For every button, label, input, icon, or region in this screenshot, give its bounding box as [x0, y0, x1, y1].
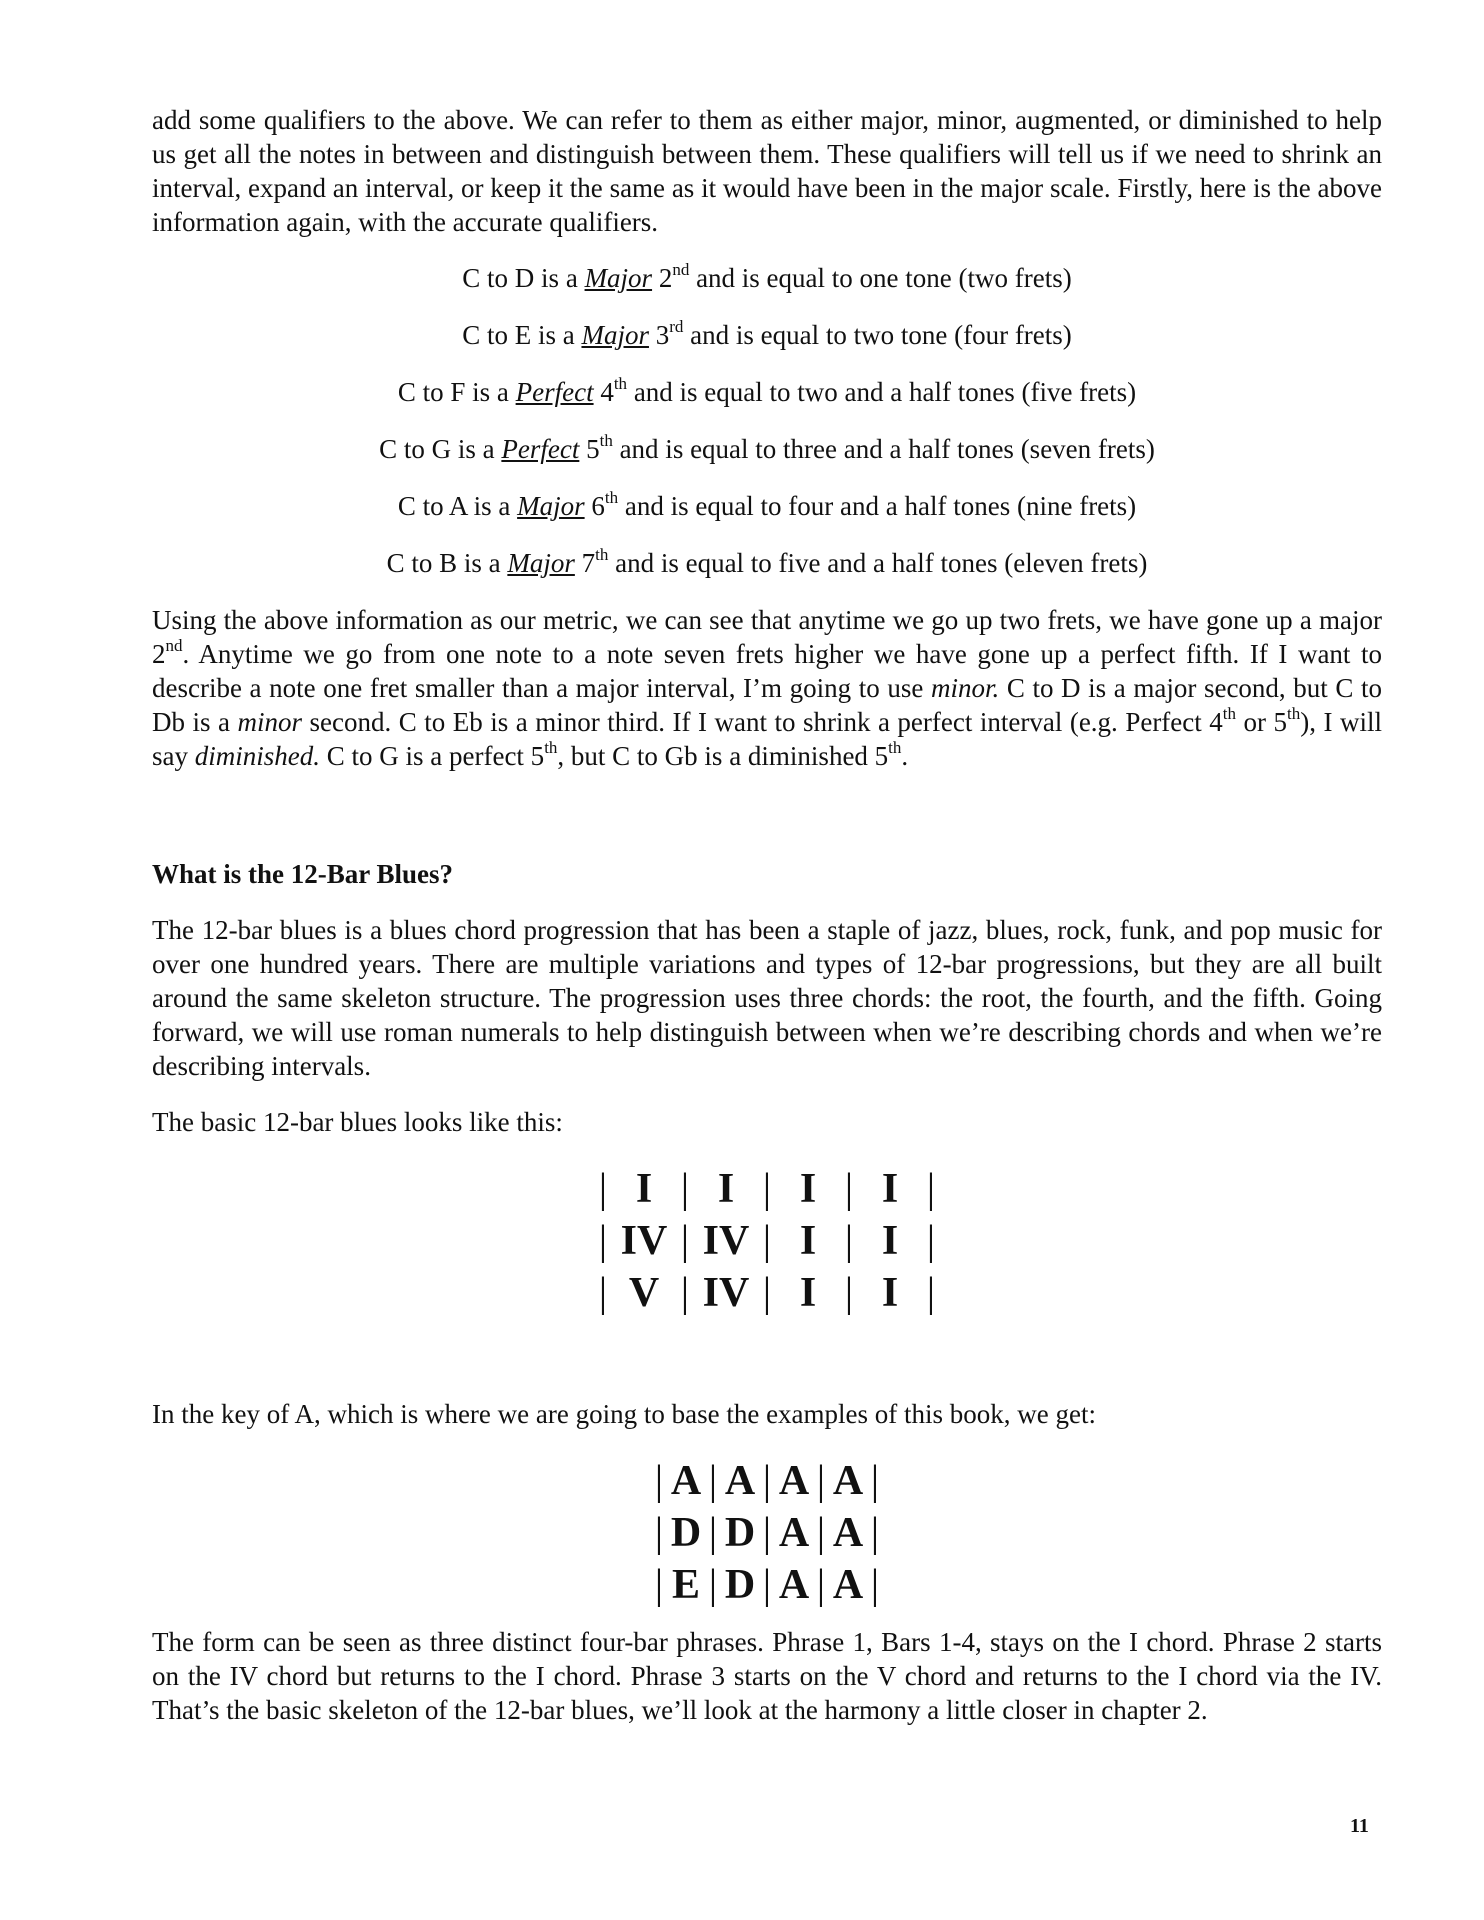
chord-cell: A: [724, 1458, 756, 1504]
bar-line: |: [762, 1458, 772, 1504]
blues-paragraph: The 12-bar blues is a blues chord progression that has been a staple of jazz, blues, rock, funk, and pop music for over one hundred years. There are multiple variations and types of 12-bar progressions, but they are all built around the same skeleton structure. The progression uses three chords: the root, the fourth, and the fifth. Going forward, we will use roman numerals to help distinguish between when we’re describing chords and when we’re describing intervals.: [152, 915, 1382, 1081]
bar-line: |: [708, 1458, 718, 1504]
chord-cell: I: [717, 1166, 735, 1212]
bar-line: |: [844, 1270, 854, 1316]
progression-row: [591, 1267, 943, 1319]
bar-line: |: [654, 1510, 664, 1556]
interval-qualifier: Major: [581, 320, 649, 350]
chord-cell: I: [799, 1218, 817, 1264]
chord-cell: IV: [620, 1218, 668, 1264]
interval-line: C to G is a Perfect 5th and is equal to three and a half tones (seven frets): [379, 431, 1155, 464]
bar-line: |: [816, 1458, 826, 1504]
progression-row: [591, 1215, 943, 1267]
bar-line: |: [708, 1562, 718, 1608]
bar-line: |: [680, 1166, 690, 1212]
bar-line: |: [844, 1218, 854, 1264]
page-content: [152, 103, 1382, 1727]
chord-cell: A: [670, 1458, 702, 1504]
bar-line: |: [598, 1218, 608, 1264]
interval-qualifier: Major: [507, 548, 575, 578]
chord-cell: D: [670, 1510, 702, 1556]
bar-line: |: [926, 1270, 936, 1316]
interval-line: C to B is a Major 7th and is equal to five and a half tones (eleven frets): [386, 545, 1148, 578]
chord-cell: A: [778, 1562, 810, 1608]
bar-line: |: [870, 1510, 880, 1556]
bar-line: |: [708, 1510, 718, 1556]
chord-cell: D: [724, 1562, 756, 1608]
bar-line: |: [816, 1510, 826, 1556]
interval-line: C to D is a Major 2nd and is equal to one tone (two frets): [462, 260, 1072, 293]
bar-line: |: [762, 1510, 772, 1556]
chord-cell: A: [778, 1510, 810, 1556]
key-intro: In the key of A, which is where we are going to base the examples of this book, we get:: [152, 1399, 1096, 1429]
chord-cell: I: [799, 1166, 817, 1212]
interval-list: [152, 261, 1382, 580]
interval-line: C to A is a Major 6th and is equal to four and a half tones (nine frets): [397, 488, 1137, 521]
bar-line: |: [762, 1166, 772, 1212]
key-of-a-progression: [152, 1455, 1382, 1611]
chord-cell: I: [881, 1166, 899, 1212]
bar-line: |: [680, 1270, 690, 1316]
chord-cell: I: [635, 1166, 653, 1212]
chord-cell: I: [799, 1270, 817, 1316]
bar-line: |: [926, 1218, 936, 1264]
bar-line: |: [598, 1270, 608, 1316]
roman-progression: [152, 1163, 1382, 1319]
bar-line: |: [870, 1562, 880, 1608]
chord-cell: IV: [702, 1218, 750, 1264]
interval-line: C to E is a Major 3rd and is equal to two tone (four frets): [462, 317, 1072, 350]
chord-cell: I: [881, 1270, 899, 1316]
bar-line: |: [598, 1166, 608, 1212]
progression-row: [650, 1507, 884, 1559]
progression-row: [591, 1163, 943, 1215]
interval-qualifier: Perfect: [501, 434, 580, 464]
chord-cell: A: [832, 1510, 864, 1556]
interval-line: C to F is a Perfect 4th and is equal to two and a half tones (five frets): [397, 374, 1137, 407]
bar-line: |: [680, 1218, 690, 1264]
chord-cell: IV: [702, 1270, 750, 1316]
bar-line: |: [762, 1562, 772, 1608]
basic-intro: The basic 12-bar blues looks like this:: [152, 1107, 563, 1137]
metric-paragraph: Using the above information as our metric, we can see that anytime we go up two frets, we have gone up a major 2nd. Anytime we go from one note to a note seven frets higher we have gone up a perfect fifth. If I want to describe a note one fret smaller than a major interval, I’m going to use minor. C to D is a major second, but C to Db is a minor second. C to Eb is a minor third. If I want to shrink a perfect interval (e.g. Perfect 4th or 5th), I will say diminished. C to G is a perfect 5th, but C to Gb is a diminished 5th.: [152, 605, 1383, 771]
roman-progression-table: [591, 1163, 943, 1319]
interval-qualifier: Major: [584, 263, 653, 293]
bar-line: |: [762, 1270, 772, 1316]
bar-line: |: [654, 1458, 664, 1504]
bar-line: |: [654, 1562, 664, 1608]
intro-paragraph: add some qualifiers to the above. We can refer to them as either major, minor, augmented, or diminished to help us get all the notes in between and distinguish between them. These qualifiers will tell us if we need to shrink an interval, expand an interval, or keep it the same as it would have been in the major scale. Firstly, here is the above information again, with the accurate qualifiers.: [152, 105, 1382, 237]
key-progression-table: [650, 1455, 884, 1611]
chord-cell: D: [724, 1510, 756, 1556]
chord-cell: V: [628, 1270, 660, 1316]
chord-cell: E: [671, 1562, 700, 1608]
bar-line: |: [762, 1218, 772, 1264]
progression-row: [650, 1559, 884, 1611]
bar-line: |: [870, 1458, 880, 1504]
progression-row: [650, 1455, 884, 1507]
section-heading: What is the 12-Bar Blues?: [152, 859, 454, 889]
bar-line: |: [926, 1166, 936, 1212]
chord-cell: A: [778, 1458, 810, 1504]
bar-line: |: [816, 1562, 826, 1608]
interval-qualifier: Perfect: [515, 377, 594, 407]
bar-line: |: [844, 1166, 854, 1212]
form-paragraph: The form can be seen as three distinct four-bar phrases. Phrase 1, Bars 1-4, stays on the I chord. Phrase 2 starts on the IV chord but returns to the I chord. Phrase 3 starts on the V chord and returns to the I chord via the IV. That’s the basic skeleton of the 12-bar blues, we’ll look at the harmony a little closer in chapter 2.: [152, 1627, 1382, 1725]
chord-cell: A: [832, 1562, 864, 1608]
page-number: 11: [1350, 1815, 1369, 1837]
chord-cell: A: [832, 1458, 864, 1504]
interval-qualifier: Major: [517, 491, 585, 521]
chord-cell: I: [881, 1218, 899, 1264]
